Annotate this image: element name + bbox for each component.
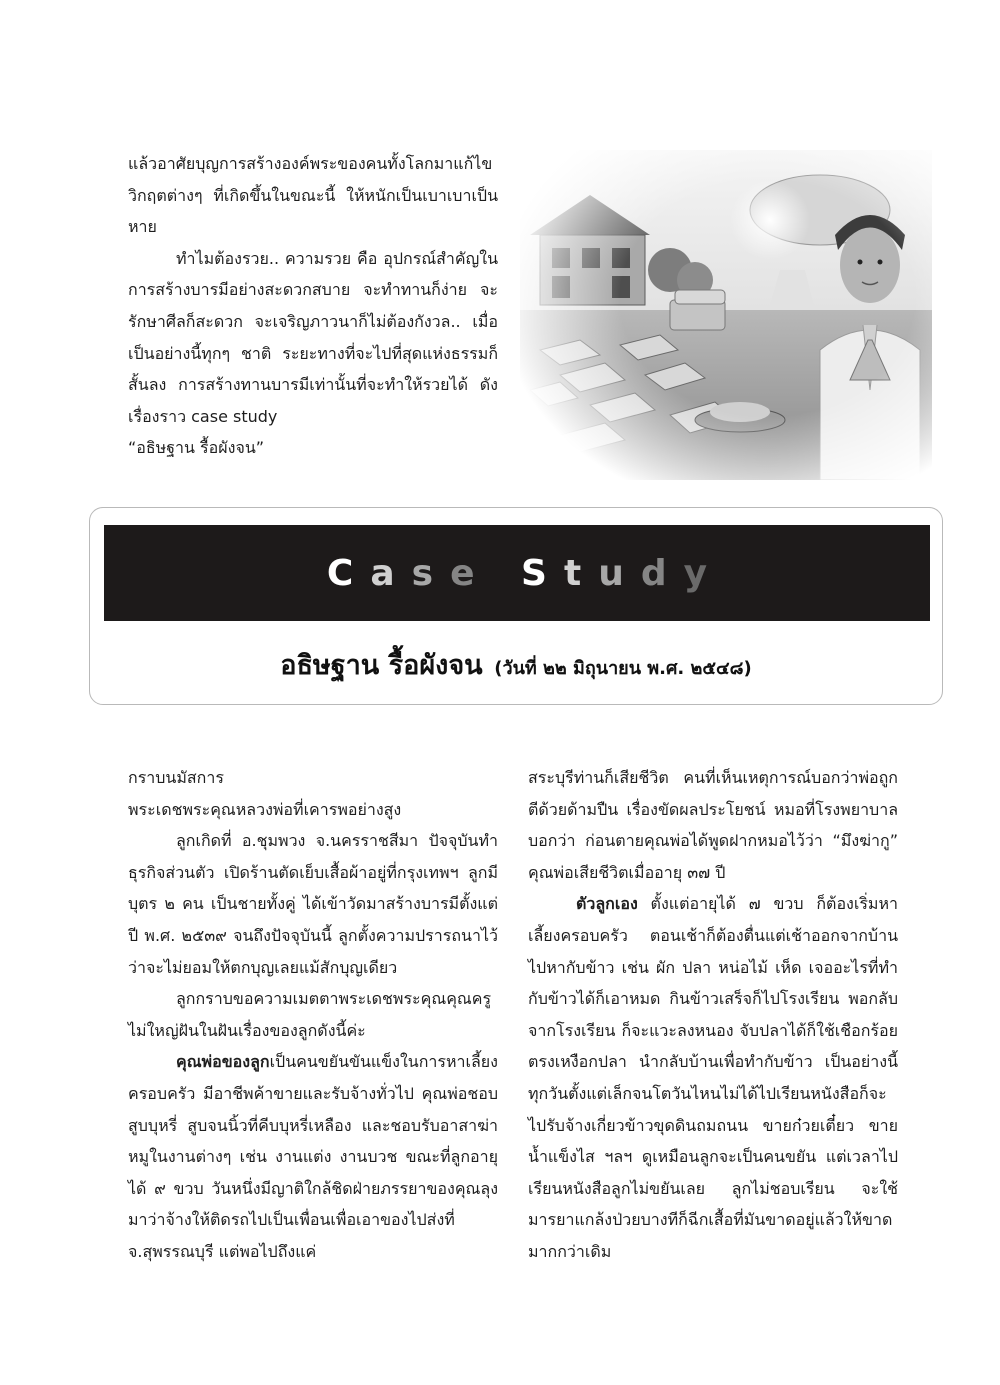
case-study-subtitle xyxy=(90,643,942,686)
case-study-banner xyxy=(104,525,930,621)
body-paragraph xyxy=(128,1046,498,1267)
body-paragraph xyxy=(528,888,898,1267)
body-paragraph: ลูกเกิดที่ อ.ชุมพวง จ.นครราชสีมา ปัจจุบันทำธุรกิจส่วนตัว เปิดร้านตัดเย็บเสื้อผ้าอยู่ที่กรุงเทพฯ ลูกมีบุตร ๒ คน เป็นชายทั้งคู่ ได้เข้าวัดมาสร้างบารมีตั้งแต่ปี พ.ศ. ๒๕๓๙ จนถึงปัจจุบันนี้ ลูกตั้งความปรารถนาไว้ว่าจะไม่ยอมให้ตกบุญเลยแม้สักบุญเดียว xyxy=(128,831,498,977)
body-paragraph: สระบุรีท่านก็เสียชีวิต คนที่เห็นเหตุการณ์บอกว่าพ่อถูกตีด้วยด้ามปืน เรื่องขัดผลประโยชน์ หมอที่โรงพยาบาลบอกว่า ก่อนตายคุณพ่อได้พูดฝากหมอไว้ว่า “มึงฆ่ากู” คุณพ่อเสียชีวิตเมื่ออายุ ๓๗ ปี xyxy=(528,768,898,882)
salutation-line-1: กราบนมัสการ xyxy=(128,768,224,787)
intro-text xyxy=(128,148,498,464)
story-title: อธิษฐาน รื้อผังจน xyxy=(280,650,483,681)
body-column-left xyxy=(128,762,498,1268)
intro-story-title: “อธิษฐาน รื้อผังจน” xyxy=(128,438,265,458)
title-letter: e xyxy=(450,552,492,594)
bold-lead: คุณพ่อของลูก xyxy=(176,1052,270,1072)
title-letter: s xyxy=(411,552,451,594)
salutation-line-2: พระเดชพระคุณหลวงพ่อที่เคารพอย่างสูง xyxy=(128,799,402,819)
story-date: (วันที่ ๒๒ มิถุนายน พ.ศ. ๒๕๔๘) xyxy=(494,658,752,679)
body-paragraph: ลูกกราบขอความเมตตาพระเดชพระคุณคุณครูไม่ใหญ่ฝันในฝันเรื่องของลูกดังนี้ค่ะ xyxy=(128,989,492,1040)
body-text: เป็นคนขยันขันแข็งในการหาเลี้ยงครอบครัว มีอาชีพค้าขายและรับจ้างทั่วไป คุณพ่อชอบสูบบุหรี่ สูบจนนิ้วที่คีบบุหรี่เหลือง และชอบรับอาสาฆ่าหมูในงานต่างๆ เช่น งานแต่ง งานบวช ขณะที่ลูกอายุได้ ๙ ขวบ วันหนึ่งมีญาติใกล้ชิดฝ่ายภรรยาของคุณลุงมาว่าจ้างให้ติดรถไปเป็นเพื่อนเพื่อเอาของไปส่งที่ จ.สุพรรณบุรี แต่พอไปถึงแค่ xyxy=(128,1052,498,1261)
title-letter: u xyxy=(598,552,641,594)
title-letter: a xyxy=(370,552,412,594)
intro-paragraph-1: แล้วอาศัยบุญการสร้างองค์พระของคนทั้งโลกมาแก้ไขวิกฤตต่างๆ ที่เกิดขึ้นในขณะนี้ ให้หนักเป็นเบาเบาเป็นหาย xyxy=(128,154,498,237)
illustration-praying-woman xyxy=(520,150,932,480)
body-column-right xyxy=(528,762,898,1268)
title-letter: t xyxy=(563,552,599,594)
title-letter: C xyxy=(326,552,371,594)
title-letter: S xyxy=(521,552,564,594)
intro-paragraph-2: ทำไมต้องรวย.. ความรวย คือ อุปกรณ์สำคัญในการสร้างบารมีอย่างสะดวกสบาย จะทำทานก็ง่าย จะรักษาศีลก็สะดวก จะเจริญภาวนาก็ไม่ต้องกังวล.. เมื่อเป็นอย่างนี้ทุกๆ ชาติ ระยะทางที่จะไปที่สุดแห่งธรรมก็สั้นลง การสร้างทานบารมีเท่านั้นที่จะทำให้รวยได้ ดังเรื่องราว case study xyxy=(128,248,498,426)
case-study-box xyxy=(89,507,943,705)
bold-lead: ตัวลูกเอง xyxy=(576,894,638,914)
body-text: ตั้งแต่อายุได้ ๗ ขวบ ก็ต้องเริ่มหาเลี้ยงครอบครัว ตอนเช้าก็ต้องตื่นแต่เช้าออกจากบ้านไปหากับข้าว เช่น ผัก ปลา หน่อไม้ เห็ด เจออะไรที่ทำกับข้าวได้ก็เอาหมด กินข้าวเสร็จก็ไปโรงเรียน พอกลับจากโรงเรียน ก็จะแวะลงหนอง จับปลาได้ก็ใช้เชือกร้อยตรงเหงือกปลา นำกลับบ้านเพื่อทำกับข้าว เป็นอย่างนี้ทุกวันตั้งแต่เล็กจนโตวันไหนไม่ได้ไปเรียนหนังสือก็จะไปรับจ้างเกี่ยวข้าวขุดดินถมถนน ขายก๋วยเตี๋ยว ขายน้ำแข็งไส ฯลฯ ดูเหมือนลูกจะเป็นคนขยัน แต่เวลาไปเรียนหนังสือลูกไม่ขยันเลย ลูกไม่ชอบเรียน จะใช้มารยาแกล้งป่วยบางทีก็ฉีกเสื้อที่มันขาดอยู่แล้วให้ขาดมากกว่าเดิม xyxy=(528,894,898,1261)
title-letter: y xyxy=(683,552,725,594)
title-letter xyxy=(491,553,521,594)
title-letter: d xyxy=(640,552,684,594)
case-study-title xyxy=(310,553,724,594)
illustration-graphic xyxy=(520,150,932,480)
